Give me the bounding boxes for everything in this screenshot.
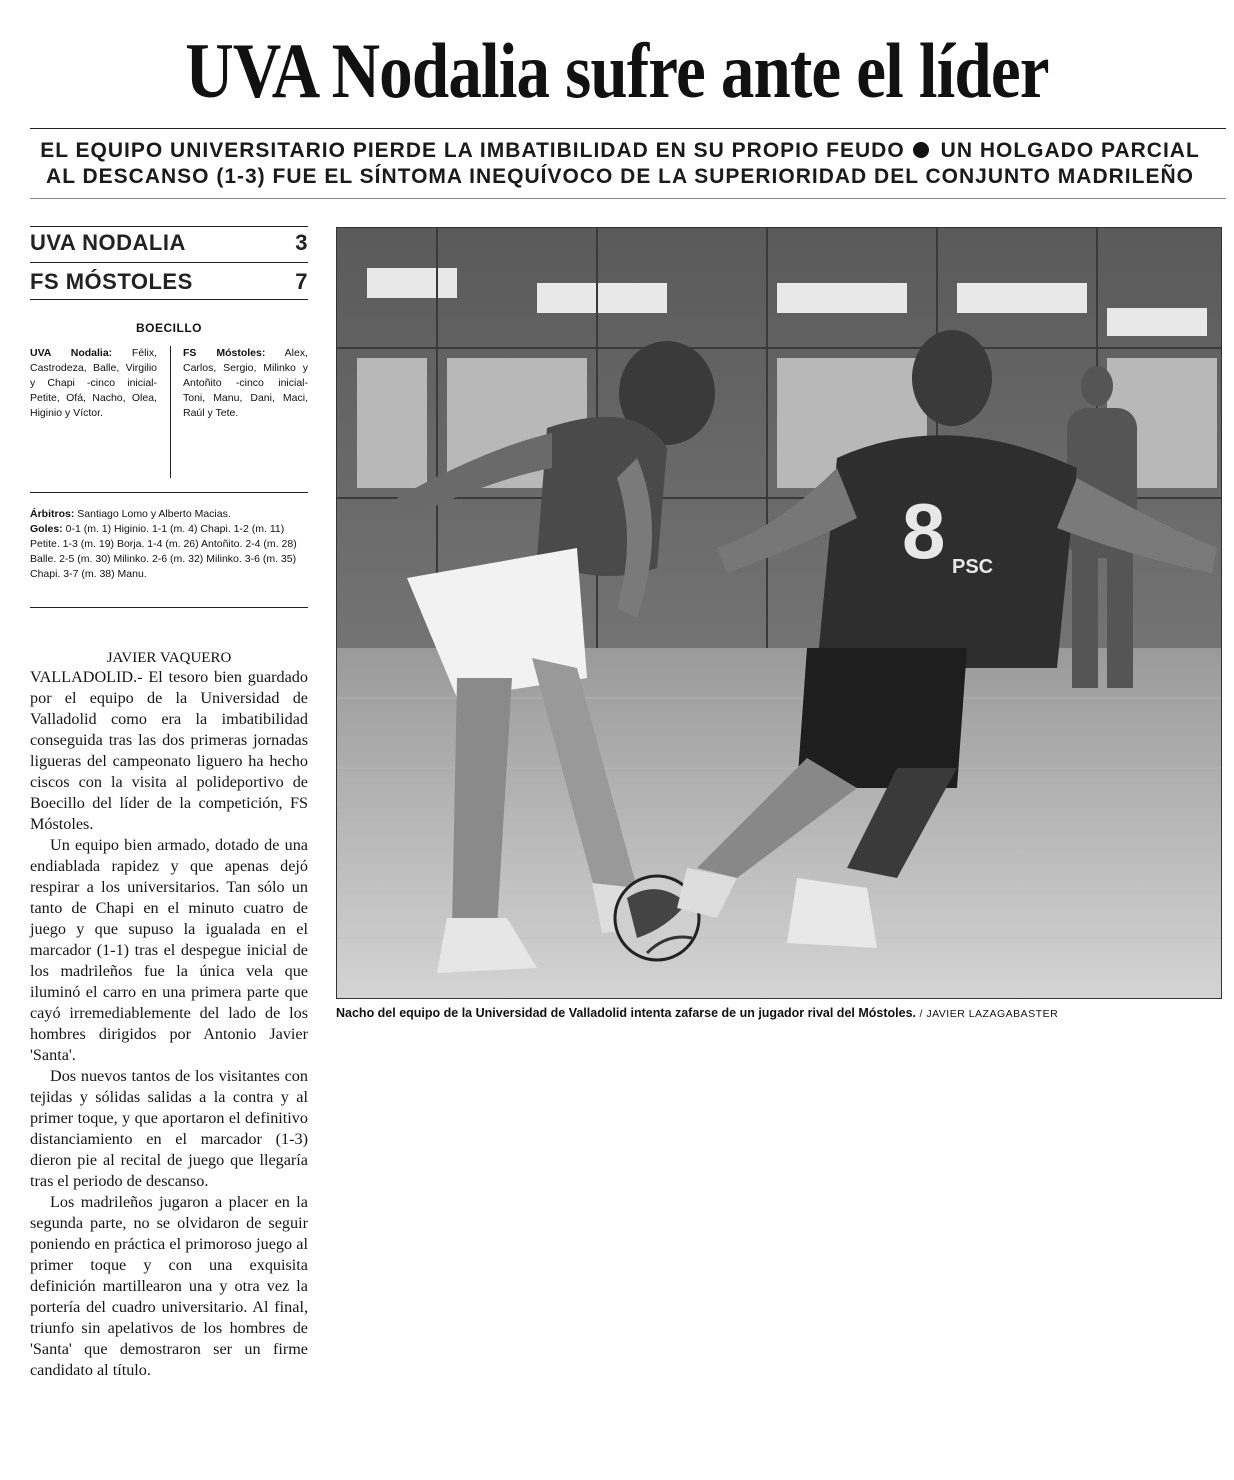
lineup-divider (170, 346, 171, 478)
subhead-part-1: EL EQUIPO UNIVERSITARIO PIERDE LA IMBATIBILIDAD EN SU PROPIO FEUDO (40, 139, 905, 162)
away-score: 7 (295, 269, 308, 294)
paragraph-3: Dos nuevos tantos de los visitantes con tejidas y sólidas salidas a la contra y al primer toque, y que aportaron el definitivo distanciamiento en el marcador (1-3) dieron pie al recital de juego que llegaría tras el periodo de descanso. (30, 1067, 308, 1190)
away-lineup-label: FS Móstoles: (183, 347, 266, 359)
subhead-line-2: AL DESCANSO (1-3) FUE EL SÍNTOMA INEQUÍVOCO DE LA SUPERIORIDAD DEL CONJUNTO MADRILEÑO (46, 165, 1194, 188)
lineup-rule (30, 492, 308, 493)
home-lineup (30, 346, 157, 421)
away-score-row (30, 268, 308, 296)
home-lineup-label: UVA Nodalia: (30, 347, 113, 359)
referees (30, 507, 308, 522)
score-mid-rule (30, 262, 308, 263)
home-score-row (30, 229, 308, 257)
goals-text: 0-1 (m. 1) Higinio. 1-1 (m. 4) Chapi. 1-2 (m. 11) Petite. 1-3 (m. 19) Borja. 1-4 (m. 26) Antoñito. 2-4 (m. 28) Balle. 2-5 (m. 30) Milinko. 2-6 (m. 32) Milinko. 3-6 (m. 35) Chapi. 3-7 (m. 38) Manu. (30, 523, 297, 580)
referees-text: Santiago Lomo y Alberto Macias. (77, 508, 231, 520)
referees-label: Árbitros: (30, 508, 75, 520)
paragraph-4: Los madrileños jugaron a placer en la segunda parte, no se olvidaron de seguir poniendo en práctica el primoroso juego al primer toque y con una exquisita definición martillearon una y otra vez la portería del cuadro universitario. Al final, triunfo sin apelativos de los hombres de 'Santa' que demostraron ser un firme candidato al título. (30, 1193, 308, 1379)
goals (30, 522, 308, 582)
subhead-rule (30, 198, 1226, 199)
photo-credit: / JAVIER LAZAGABASTER (919, 1008, 1059, 1020)
home-lineup-text: Félix, Castrodeza, Balle, Virgilio y Chapi -cinco inicial- Petite, Ofá, Nacho, Olea, Higinio y Víctor. (30, 347, 158, 419)
venue: BOECILLO (136, 321, 202, 335)
bullet-icon (913, 142, 929, 158)
top-rule (30, 128, 1226, 129)
jersey-number: 8 (902, 487, 946, 575)
futsal-scene-illustration (337, 228, 1222, 999)
headline: UVA Nodalia sufre ante el líder (185, 27, 1049, 114)
score-top-rule (30, 226, 308, 227)
match-stats (30, 507, 308, 582)
byline: JAVIER VAQUERO (106, 650, 232, 666)
score-bottom-rule (30, 299, 308, 300)
away-lineup (183, 346, 308, 421)
match-photo (336, 227, 1222, 999)
goals-label: Goles: (30, 523, 63, 535)
away-lineup-text: Alex, Carlos, Sergio, Milinko y Antoñito -cinco inicial- Toni, Manu, Dani, Maci, Raúl y Tete. (183, 347, 308, 419)
away-team: FS MÓSTOLES (30, 269, 193, 294)
photo-caption (336, 1005, 1058, 1022)
stats-rule (30, 607, 308, 608)
jersey-text: PSC (952, 556, 994, 578)
article-body (30, 667, 308, 1381)
paragraph-2: Un equipo bien armado, dotado de una endiablada rapidez y que apenas dejó respirar a los universitarios. Tan sólo un tanto de Chapi en el minuto cuatro de juego y que supuso la igualada en el marcador (1-1) tras el despegue inicial de los madrileños fue la única vela que iluminó el carro en una primera parte que cayó irremediablemente del lado de los hombres dirigidos por Antonio Javier 'Santa'. (30, 836, 308, 1064)
home-score: 3 (295, 230, 308, 255)
caption-text: Nacho del equipo de la Universidad de Valladolid intenta zafarse de un jugador rival del Móstoles. (336, 1006, 916, 1020)
paragraph-1: VALLADOLID.- El tesoro bien guardado por el equipo de la Universidad de Valladolid como era la imbatibilidad conseguida tras las dos primeras jornadas ligueras del campeonato liguero ha hecho ciscos con la visita al polideportivo de Boecillo del líder de la competición, FS Móstoles. (30, 668, 308, 833)
home-team: UVA NODALIA (30, 230, 186, 255)
subhead-line-1 (30, 138, 1210, 164)
subhead-part-2: UN HOLGADO PARCIAL (940, 139, 1200, 162)
